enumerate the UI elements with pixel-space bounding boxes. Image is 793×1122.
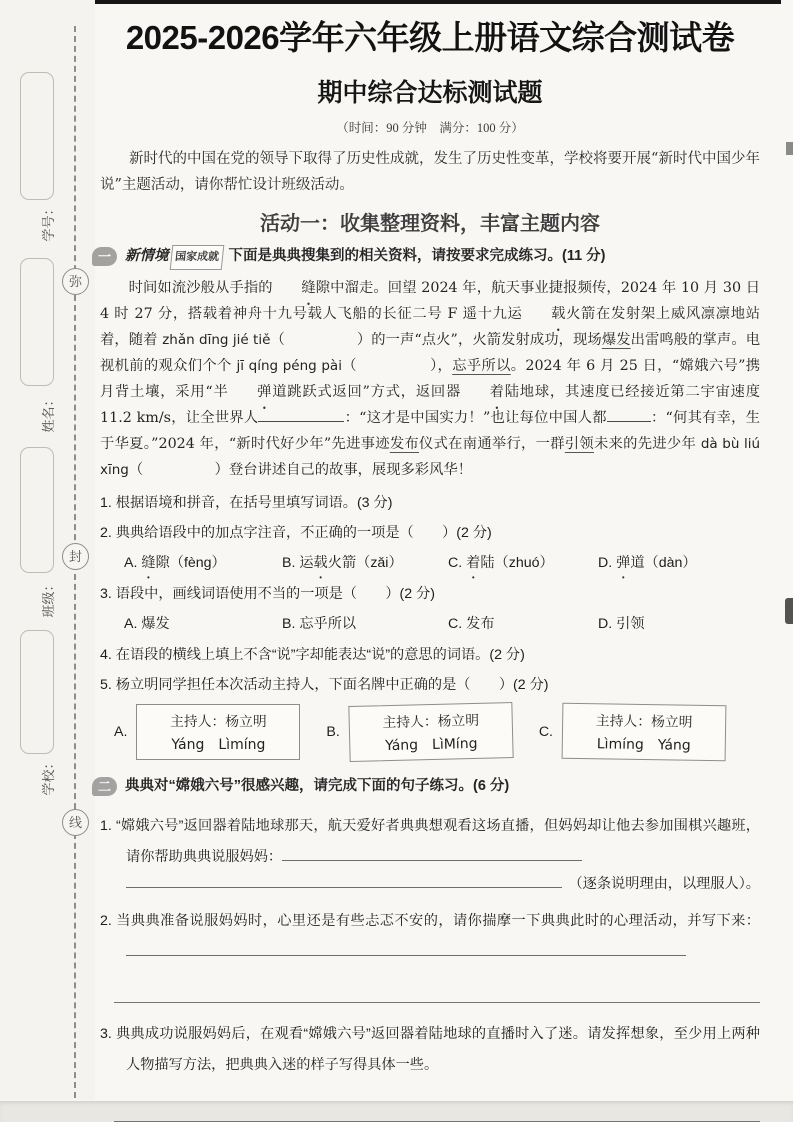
card-c-letter: C.: [538, 724, 553, 740]
q2-answer-blank: [126, 941, 686, 956]
card-b-pinyin: Yáng LìMíng: [384, 735, 478, 755]
part-one-lead-row: [97, 245, 760, 270]
new-context-tag: 新情境: [125, 248, 169, 264]
part-two-q3-text: 3. 典典成功说服妈妈后，在观看“嫦娥六号”返回器着陆地球的直播时入了迷。请发挥想象，至少用上两种人物描写方法，把典典入迷的样子写得具体一些。: [100, 1026, 760, 1073]
q1-note: （逐条说明理由，以理服人）。: [568, 876, 760, 892]
card-c-pinyin: Lìmíng Yáng: [596, 736, 691, 754]
q2-option-a: A. 缝隙（fèng）: [124, 555, 226, 571]
question-2-options: [100, 552, 760, 574]
name-card-c: [562, 703, 727, 762]
intro-paragraph: 新时代的中国在党的领导下取得了历史性成就，发生了历史性变革，学校将要开展“新时代中国少年说”主题活动，请你帮忙设计班级活动。: [100, 151, 760, 193]
q1-answer-blank: [282, 846, 582, 861]
card-c-line1: 主持人：杨立明: [595, 713, 693, 730]
q1-note-row: [100, 873, 760, 893]
q3-option-a: A. 爆发: [124, 616, 170, 632]
name-card-group-b: [326, 704, 512, 760]
paper-content: [97, 0, 761, 1122]
card-a-pinyin: Yáng Lìmíng: [171, 737, 266, 753]
q2-answer-line: [114, 1002, 760, 1003]
seal-char-xian: 线: [62, 809, 89, 836]
card-b-letter: B.: [326, 724, 340, 740]
class-label: 班级：: [41, 578, 56, 618]
q2-option-c: C. 着陆（zhuó）: [448, 555, 554, 571]
student-id-box: [20, 72, 54, 200]
question-5-name-cards: [100, 704, 760, 760]
part-one-badge: 一: [92, 247, 117, 266]
school-box: [20, 630, 54, 754]
seal-char-feng: 封: [62, 543, 89, 570]
question-2: 2. 典典给语段中的加点字注音，不正确的一项是（ ）(2 分): [100, 525, 492, 541]
q3-option-b: B. 忘乎所以: [282, 616, 357, 632]
student-id-label: 学号：: [41, 202, 56, 242]
part-two-badge: 二: [92, 777, 117, 796]
name-card-group-c: [539, 704, 726, 760]
class-box: [20, 447, 54, 573]
question-3-options: [100, 613, 760, 635]
q1-answer-line: [126, 887, 562, 888]
scan-right-fragment: [786, 142, 793, 155]
seal-char-mi: 弥: [62, 268, 89, 295]
card-a-line1: 主持人：杨立明: [170, 714, 267, 729]
activity1-heading: 活动一：收集整理资料，丰富主题内容: [260, 213, 600, 235]
q2-option-b: B. 运载火箭（zǎi）: [282, 555, 403, 571]
card-b-line1: 主持人：杨立明: [382, 712, 480, 731]
question-4: 4. 在语段的横线上填上不含“说”字却能表达“说”的意思的词语。(2 分): [100, 647, 525, 663]
question-1: 1. 根据语境和拼音，在括号里填写词语。(3 分): [100, 495, 393, 511]
topic-chip: 国家成就: [169, 245, 224, 270]
card-a-letter: A.: [114, 724, 128, 740]
q3-option-d: D. 引领: [598, 616, 645, 632]
seal-margin: [0, 0, 95, 1100]
part-two-lead-row: [97, 775, 760, 798]
q3-option-c: C. 发布: [448, 616, 495, 632]
name-card-a: [136, 704, 300, 760]
q2-option-d: D. 弹道（dàn）: [598, 555, 697, 571]
part-two-question-2: [100, 906, 760, 968]
reading-passage: 时间如流沙般从手指的 缝隙中溜走。回望 2024 年，航天事业捷报频传，2024 年 10 月 30 日 4 时 27 分，搭载着神舟十九号载人飞船的长征二号 F 遥十九运 载火箭在发射架上威风凛凛地站着，随着 zhǎn dīng jié tiě（ ）的一声“点火”，火箭发射成功，现场爆发出雷鸣般的掌声。电视机前的观众们个个 jī qíng péng pài（ ），忘乎所以。2024 年 6 月 25 日，“嫦娥六号”携月背土壤，采用“半 弹道跳跃式返回”方式，返回器 着陆地球，其速度已经接近第二宇宙速度 11.2 km/s，让全世界人 ：“这才是中国实力！”也让每位中国人都 ：“何其有幸，生于华夏。”2024 年，“新时代好少年”先进事迹发布仪式在南通举行，一群引领未来的先进少年 dà bù liú xīng（ ）登台讲述自己的故事，展现多彩风华！: [100, 280, 761, 478]
part-two-q2-text: 2. 当典典准备说服妈妈时，心里还是有些忐忑不安的，请你揣摩一下典典此时的心理活动，并写下来：: [100, 913, 760, 929]
part-two-lead: 典典对“嫦娥六号”很感兴趣，请完成下面的句子练习。(6 分): [125, 778, 510, 794]
school-label: 学校：: [41, 756, 56, 796]
name-card-group-a: [114, 704, 300, 760]
part-one-lead-text: 下面是典典搜集到的相关资料，请按要求完成练习。(11 分): [228, 248, 606, 264]
part-two-question-3: [100, 1019, 760, 1081]
name-card-b: [348, 702, 513, 762]
question-3: 3. 语段中，画线词语使用不当的一项是（ ）(2 分): [100, 586, 435, 602]
time-score-meta: （时间：90 分钟 满分：100 分）: [336, 121, 524, 135]
part-one-lead: [125, 245, 606, 270]
name-label: 姓名：: [41, 393, 56, 433]
part-two-question-1: [100, 811, 760, 873]
name-box: [20, 258, 54, 386]
paper-title: 2025-2026学年六年级上册语文综合测试卷: [125, 19, 735, 56]
part-two-q1-text: 1. “嫦娥六号”返回器着陆地球那天，航天爱好者典典想观看这场直播，但妈妈却让他去参加围棋兴趣班，请你帮助典典说服妈妈：: [100, 818, 760, 865]
scan-right-smudge: [785, 598, 793, 624]
paper-subtitle: 期中综合达标测试题: [317, 79, 543, 107]
question-5: 5. 杨立明同学担任本次活动主持人，下面名牌中正确的是（ ）(2 分): [100, 677, 549, 693]
